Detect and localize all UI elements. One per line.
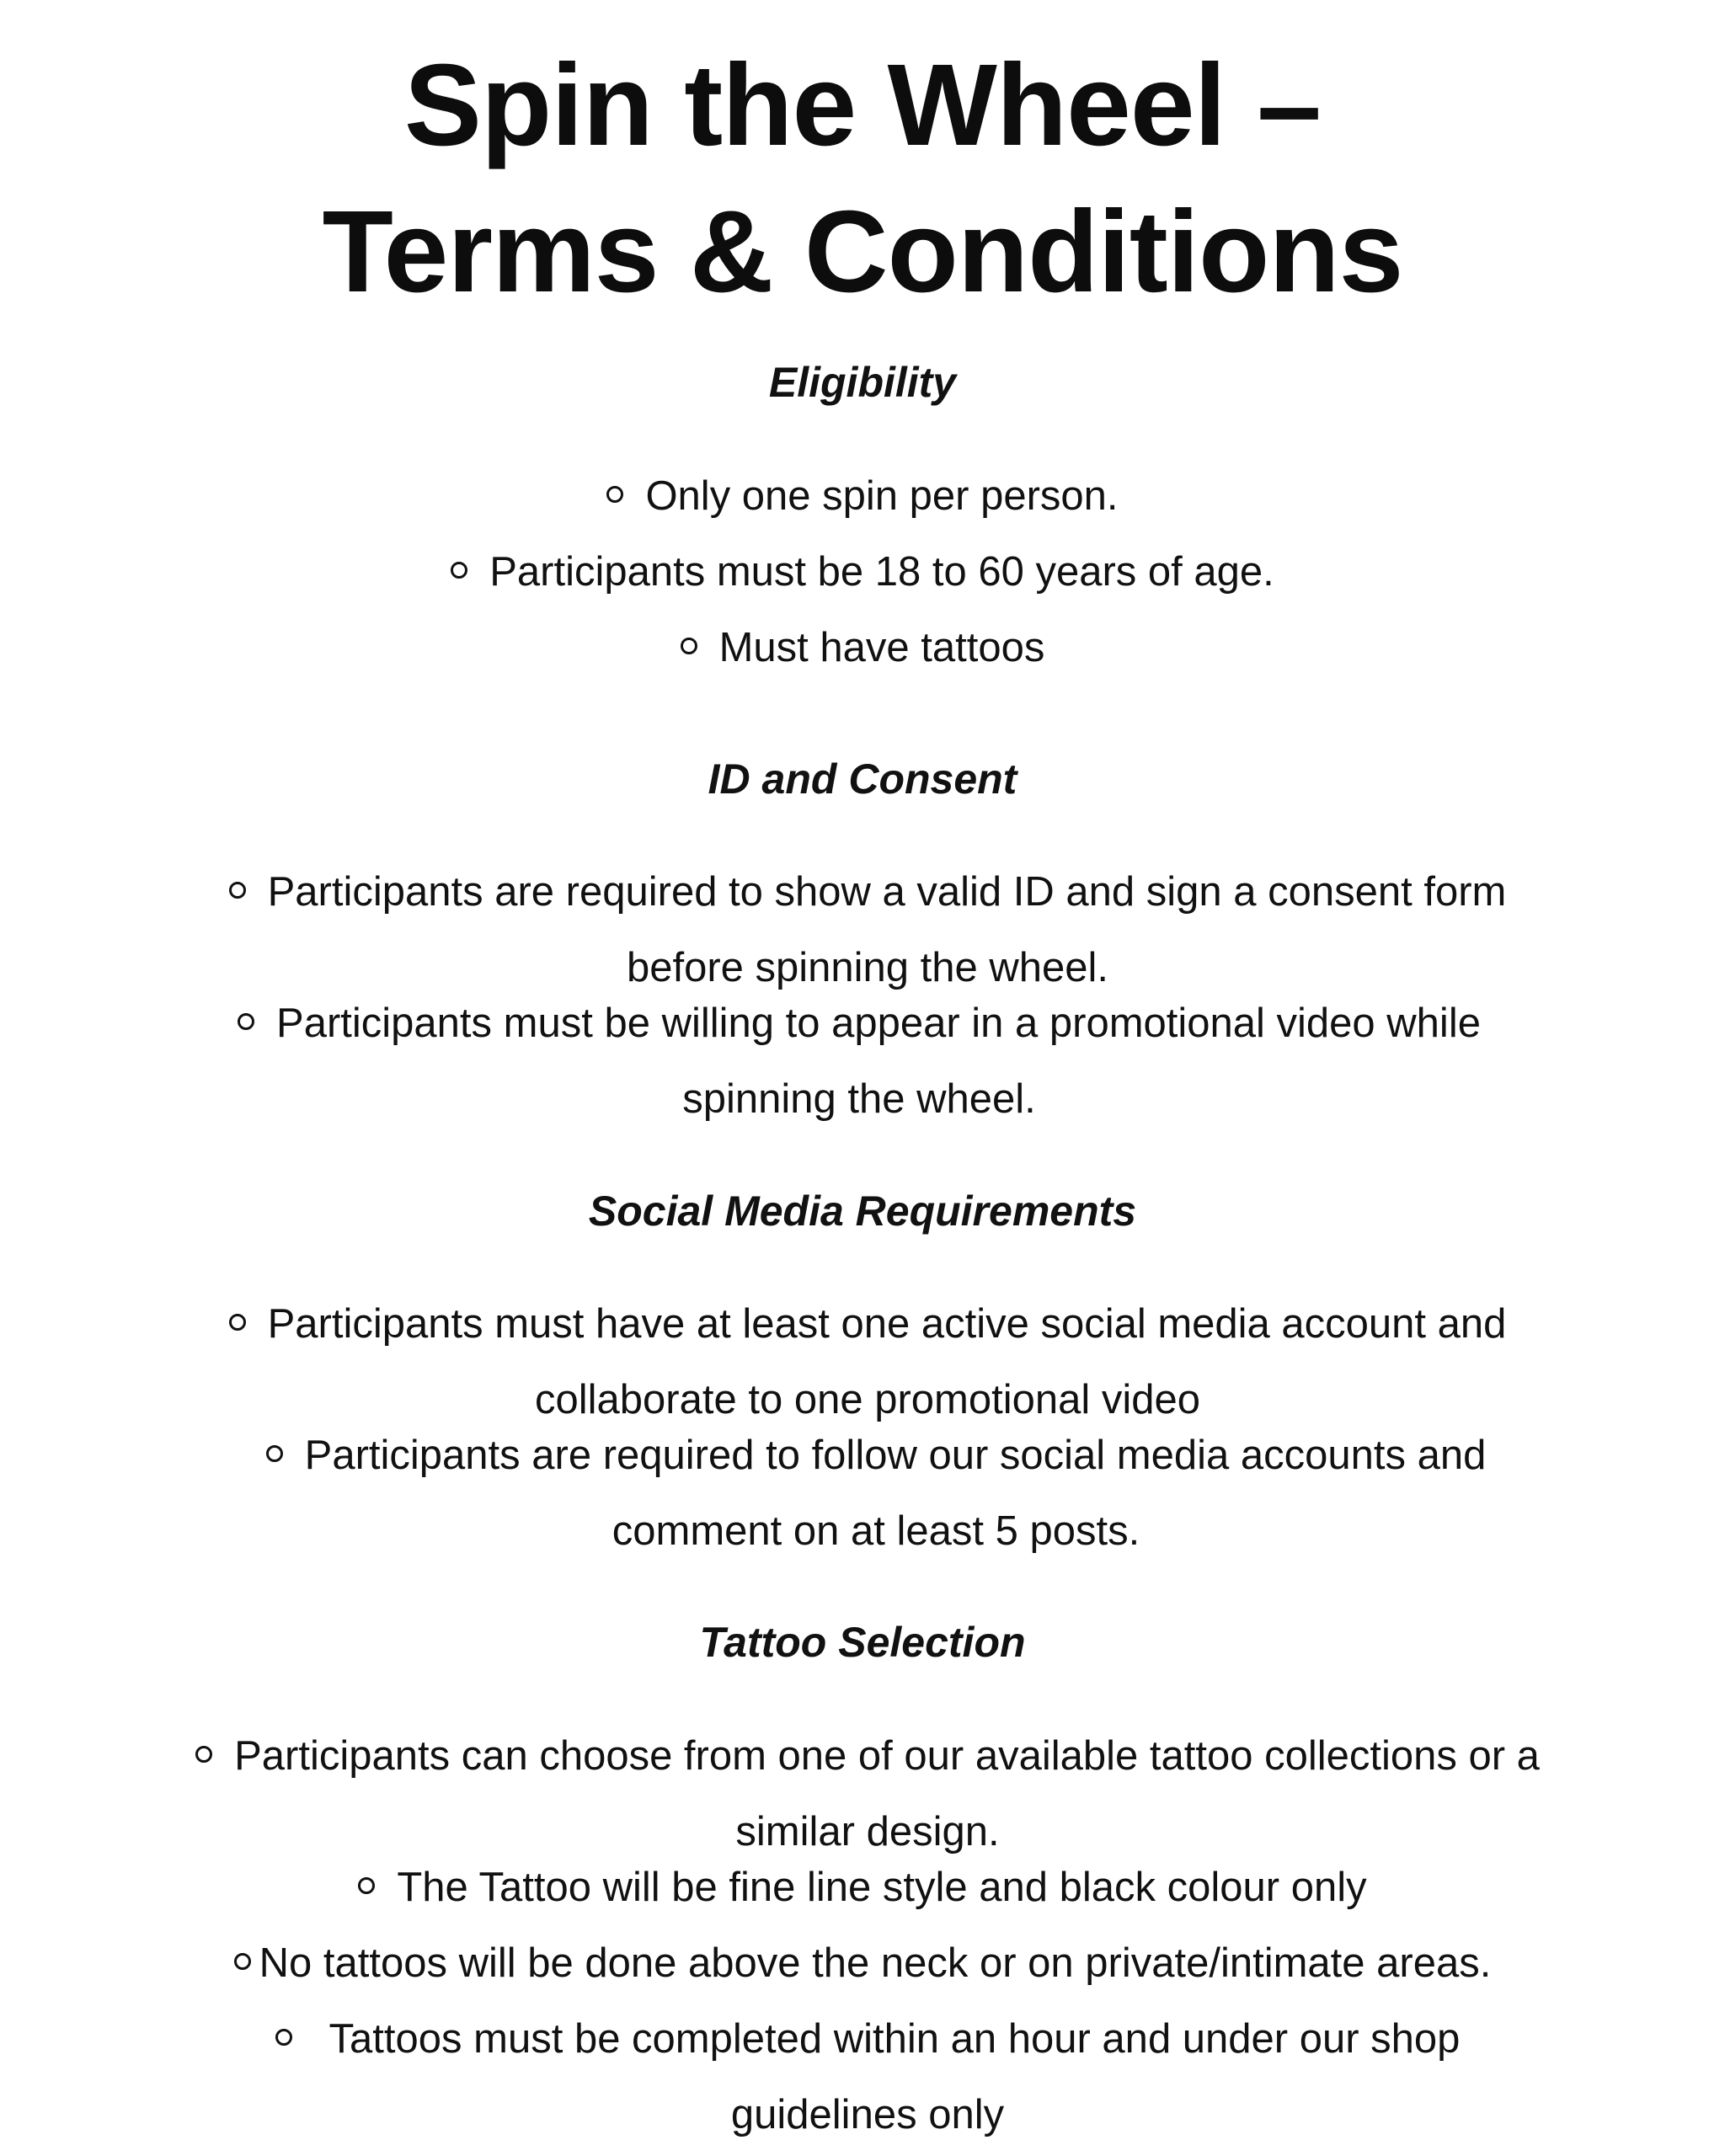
list-item-text: Participants must be 18 to 60 years of age. — [489, 549, 1274, 595]
list-item — [194, 985, 1525, 1137]
list-item — [0, 610, 1725, 686]
list-item — [0, 534, 1725, 610]
list-item — [0, 1849, 1725, 1925]
list-item — [194, 1286, 1541, 1438]
hollow-circle-icon — [229, 1314, 246, 1331]
section-heading-eligibility: Eligibility — [768, 359, 957, 406]
list-item-text: Tattoos must be completed within an hour and under our shop guidelines only — [328, 2016, 1461, 2137]
list-item — [0, 458, 1725, 534]
list-item — [194, 1718, 1541, 1870]
section-heading-social-media: Social Media Requirements — [588, 1187, 1137, 1235]
section-heading-id-consent: ID and Consent — [708, 755, 1017, 803]
list-item-text: Participants must be willing to appear in a promotional video while spinning the wheel. — [276, 1001, 1481, 1122]
hollow-circle-icon — [606, 486, 623, 503]
hollow-circle-icon — [266, 1445, 283, 1462]
page-title-line-2: Terms & Conditions — [322, 187, 1403, 317]
list-item-text: The Tattoo will be fine line style and black colour only — [397, 1865, 1367, 1910]
list-item — [0, 1925, 1725, 2001]
list-item-text: No tattoos will be done above the neck or on private/intimate areas. — [259, 1940, 1492, 1986]
list-item-text: Participants are required to follow our social media accounts and comment on at least 5 posts. — [304, 1433, 1487, 1554]
list-item — [219, 1417, 1533, 1569]
list-item — [194, 854, 1541, 1006]
hollow-circle-icon — [238, 1013, 254, 1030]
list-item-text: Only one spin per person. — [645, 473, 1119, 519]
page-title-line-1: Spin the Wheel – — [403, 40, 1322, 170]
hollow-circle-icon — [358, 1877, 375, 1894]
list-item-text: Must have tattoos — [718, 625, 1045, 670]
page-title — [0, 0, 1725, 325]
hollow-circle-icon — [275, 2029, 292, 2046]
section-heading-tattoo-selection: Tattoo Selection — [699, 1619, 1026, 1666]
hollow-circle-icon — [681, 638, 697, 654]
list-item-text: Participants are required to show a valid ID and sign a consent form before spinning the wheel. — [267, 869, 1507, 990]
hollow-circle-icon — [229, 882, 246, 899]
list-item — [244, 2001, 1491, 2153]
hollow-circle-icon — [195, 1746, 212, 1763]
hollow-circle-icon — [234, 1953, 251, 1970]
list-item-text: Participants can choose from one of our available tattoo collections or a similar design. — [234, 1733, 1540, 1854]
list-item-text: Participants must have at least one active social media account and collaborate to one promotional video — [267, 1301, 1507, 1422]
hollow-circle-icon — [451, 562, 467, 579]
